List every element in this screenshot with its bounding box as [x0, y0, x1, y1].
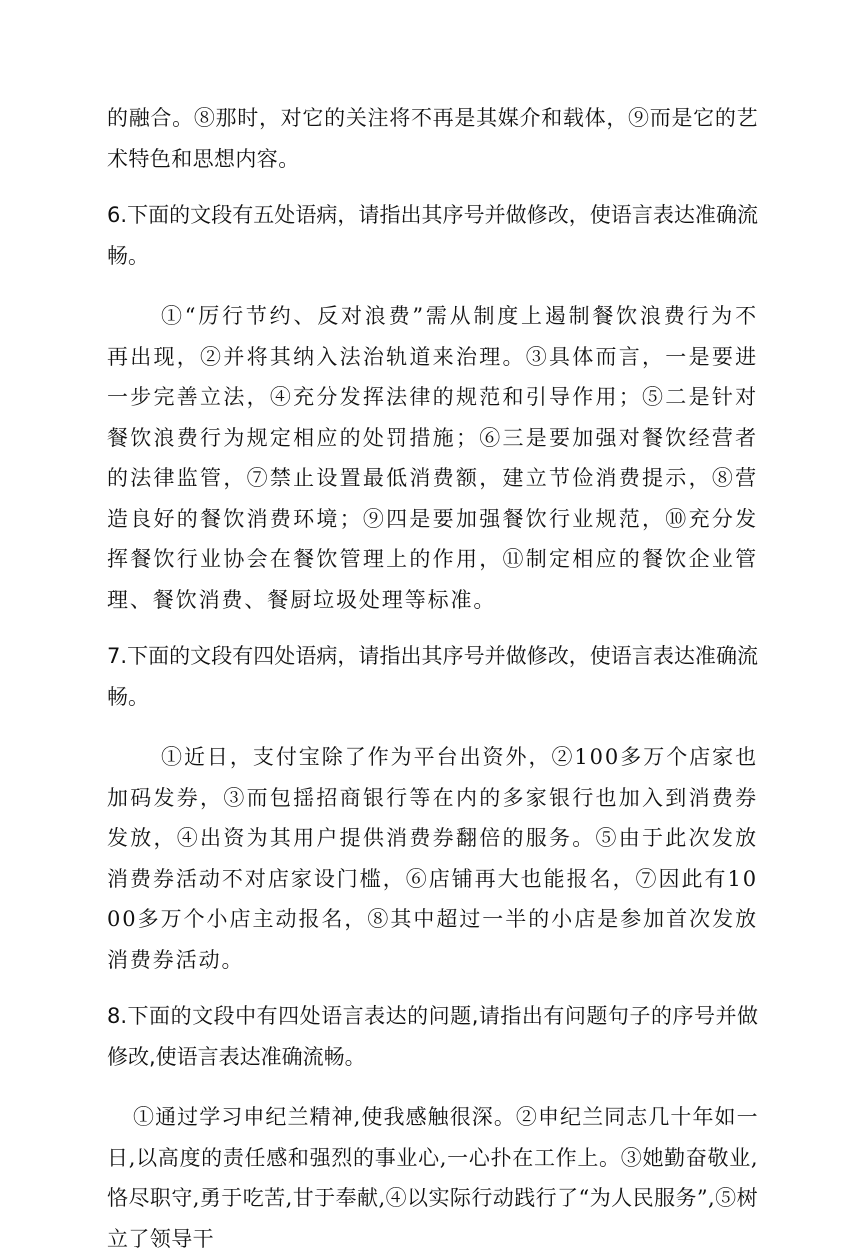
- question-8: 8.下面的文段中有四处语言表达的问题,请指出有问题句子的序号并做修改,使语言表达准确流畅。: [107, 1004, 758, 1069]
- continuation-paragraph: 的融合。⑧那时，对它的关注将不再是其媒介和载体，⑨而是它的艺术特色和思想内容。: [107, 106, 758, 171]
- passage-8: ①通过学习申纪兰精神,使我感触很深。②申纪兰同志几十年如一日,以高度的责任感和强烈的事业心,一心扑在工作上。③她勤奋敬业,恪尽职守,勇于吃苦,甘于奉献,④以实际行动践行了“为人民服务”,⑤树立了领导干: [107, 1105, 758, 1251]
- passage-7: ①近日，支付宝除了作为平台出资外，②100多万个店家也加码发券，③而包揺招商银行等在内的多家银行也加入到消费券发放，④出资为其用户提供消费券翻倍的服务。⑤由于此次发放消费券活动不对店家设门槛，⑥店铺再大也能报名，⑦因此有1000多万个小店主动报名，⑧其中超过一半的小店是参加首次发放消费券活动。: [107, 745, 758, 972]
- question-7: 7.下面的文段有四处语病，请指出其序号并做修改，使语言表达准确流畅。: [107, 644, 758, 709]
- question-6: 6.下面的文段有五处语病，请指出其序号并做修改，使语言表达准确流畅。: [107, 203, 758, 268]
- passage-6: ①“厉行节约、反对浪费”需从制度上遏制餐饮浪费行为不再出现，②并将其纳入法治轨道来治理。③具体而言，一是要进一步完善立法，④充分发挥法律的规范和引导作用；⑤二是针对餐饮浪费行为规定相应的处罚措施；⑥三是要加强对餐饮经营者的法律监管，⑦禁止设置最低消费额，建立节俭消费提示，⑧营造良好的餐饮消费环境；⑨四是要加强餐饮行业规范，⑩充分发挥餐饮行业协会在餐饮管理上的作用，⑪制定相应的餐饮企业管理、餐饮消费、餐厨垃圾处理等标准。: [107, 304, 758, 612]
